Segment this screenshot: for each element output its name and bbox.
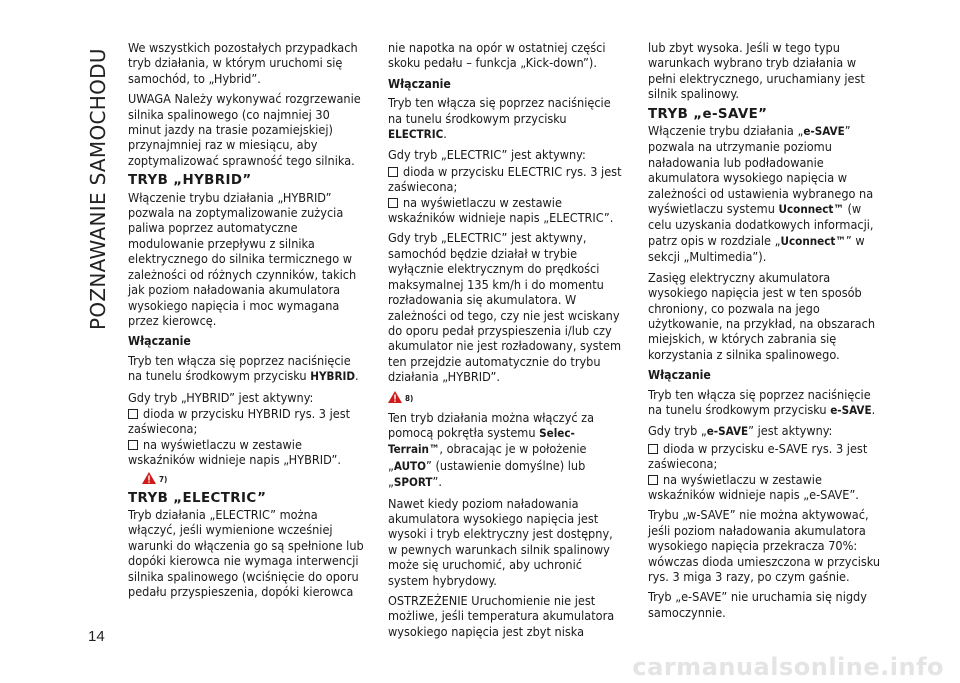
bullet-square-icon — [648, 444, 658, 454]
text-column-2 — [388, 40, 624, 644]
list-item: dioda w przycisku HYBRID rys. 3 jest zaświecona; — [128, 405, 351, 437]
warning-triangle-icon — [142, 472, 156, 484]
bullet-square-icon — [648, 475, 658, 485]
section-heading-electric: TRYB „ELECTRIC” — [128, 490, 267, 506]
section-heading-hybrid: TRYB „HYBRID” — [128, 173, 252, 189]
warning-ref-number: 7) — [159, 474, 168, 484]
list-item: na wyświetlaczu w zestawie wskaźników widnieje napis „e-SAVE”. — [648, 471, 859, 502]
paragraph: Tryb działania „ELECTRIC” można włączyć, jeśli wymienione wcześniej warunki do włączenia go są spełnione lub dopóki kierowca nie wymaga interwencji silnika spalinowego (wciśnięcie do oporu pedału przyspieszenia, dopóki kierowca — [128, 506, 364, 599]
warning-ref-number: 8) — [405, 393, 414, 403]
paragraph: nie napotka na opór w ostatniej części skoku pedału – funkcja „Kick-down”). — [388, 40, 606, 71]
paragraph: Ten tryb działania można włączyć za pomocą pokrętła systemu Selec-Terrain™, obracając je w położenie „AUTO” (ustawienie domyślne) lub „SPORT”. — [388, 409, 595, 490]
mode-name-esave: e-SAVE — [706, 424, 749, 439]
button-name-hybrid: HYBRID — [310, 369, 356, 384]
paragraph: Gdy tryb „ELECTRIC” jest aktywny, samochód będzie działał w trybie wyłącznie elektrycznym do prędkości maksymalnej 135 km/h i do momentu rozładowania się akumulatora. W zależności od tego, czy nie jest wciskany do oporu pedał przyspieszenia i/lub czy akumulator nie jest rozładowany, system ten przejdzie automatycznie do trybu działania „HYBRID”. — [388, 230, 621, 385]
subheading-activation: Włączanie — [128, 334, 191, 349]
list-item: dioda w przycisku ELECTRIC rys. 3 jest zaświecona; — [388, 163, 622, 195]
warning-reference — [388, 390, 624, 404]
system-name-selec-terrain: Selec-Terrain™ — [388, 425, 575, 457]
section-heading-esave: TRYB „e-SAVE” — [648, 106, 768, 122]
chapter-side-title: POZNAWANIE SAMOCHODU — [86, 48, 110, 330]
bullet-square-icon — [128, 409, 138, 419]
list-item: na wyświetlaczu w zestawie wskaźników widnieje napis „ELECTRIC”. — [388, 194, 614, 226]
mode-name-esave: e-SAVE — [803, 124, 845, 139]
paragraph: lub zbyt wysoka. Jeśli w tego typu warunkach wybrano tryb działania w pełni elektrycznego, uruchamiany jest silnik spalinowy. — [648, 40, 865, 102]
list-item: dioda w przycisku e-SAVE rys. 3 jest zaświecona; — [648, 440, 868, 472]
paragraph: Gdy tryb „e-SAVE” jest aktywny: — [648, 423, 833, 439]
paragraph: Gdy tryb „ELECTRIC” jest aktywny: — [388, 147, 586, 163]
page-number: 14 — [88, 628, 105, 645]
bullet-square-icon — [388, 167, 398, 177]
paragraph: Włączenie trybu działania „HYBRID” pozwala na zoptymalizowanie zużycia paliwa poprzez automatyczne modulowanie przepływu z silnika elektrycznego do silnika termicznego w zależności od różnych czynników, takich jak poziom naładowania akumulatora wysokiego napięcia i moc wymagana przez kierowcę. — [128, 189, 357, 328]
note-paragraph: UWAGA Należy wykonywać rozgrzewanie silnika spalinowego (co najmniej 30 minut jazdy na trasie pozamiejskiej) przynajmniej raz w miesiącu, aby zoptymalizować sprawność tego silnika. — [128, 91, 361, 168]
list-item: na wyświetlaczu w zestawie wskaźników widnieje napis „HYBRID”. — [128, 436, 341, 468]
paragraph: Tryb ten włącza się poprzez naciśnięcie na tunelu środkowym przycisku HYBRID. — [128, 352, 359, 384]
warning-paragraph: OSTRZEŻENIE Uruchomienie nie jest możliwe, jeśli temperatura akumulatora wysokiego napięcia jest zbyt niska — [388, 593, 615, 639]
text-column-1 — [128, 40, 364, 604]
paragraph: Tryb „e-SAVE” nie uruchamia się nigdy samoczynnie. — [648, 589, 867, 620]
system-name-uconnect: Uconnect™ — [778, 202, 844, 217]
paragraph: Tryb ten włącza się poprzez naciśnięcie na tunelu środkowym przycisku e-SAVE. — [648, 386, 876, 417]
subheading-activation: Włączanie — [388, 76, 451, 91]
position-sport: SPORT — [393, 475, 433, 490]
watermark: carmanualsonline.info — [632, 653, 944, 681]
paragraph: Gdy tryb „HYBRID” jest aktywny: — [128, 389, 314, 405]
chapter-name-uconnect: Uconnect™ — [780, 233, 846, 248]
text-column-3 — [648, 40, 884, 625]
paragraph: Nawet kiedy poziom naładowania akumulatora wysokiego napięcia jest wysoki i tryb elektryczny jest dostępny, w pewnych warunkach silnik spalinowy może się uruchomić, aby uchronić system hybrydowy. — [388, 495, 613, 588]
warning-reference — [128, 471, 364, 485]
paragraph: Tryb ten włącza się poprzez naciśnięcie na tunelu środkowym przycisku ELECTRIC. — [388, 95, 611, 142]
paragraph: Trybu „w-SAVE” nie można aktywować, jeśli poziom naładowania akumulatora wysokiego napięcia przekracza 70%: wówczas dioda umieszczona w przycisku rys. 3 miga 3 razy, po czym gaśnie. — [648, 507, 881, 584]
subheading-activation: Włączanie — [648, 368, 711, 383]
paragraph: Zasięg elektryczny akumulatora wysokiego napięcia jest w ten sposób chroniony, co pozwala na jego użytkowanie, na przykład, na obszarach miejskich, w których zabrania się korzystania z silnika spalinowego. — [648, 269, 876, 362]
position-auto: AUTO — [393, 458, 427, 473]
button-name-electric: ELECTRIC — [388, 127, 444, 142]
paragraph: Włączenie trybu działania „e-SAVE” pozwala na utrzymanie poziomu naładowania lub podładowanie akumulatora wysokiego napięcia w zależności od ustawienia wybranego na wyświetlaczu systemu Uconnect™ (w celu uzyskania dodatkowych informacji, patrz opis w rozdziale „Uconnect™” w sekcji „Multimedia”). — [648, 123, 874, 265]
bullet-square-icon — [128, 440, 138, 450]
button-name-esave: e-SAVE — [830, 402, 872, 417]
bullet-square-icon — [388, 198, 398, 208]
paragraph: We wszystkich pozostałych przypadkach tryb działania, w którym uruchomi się samochód, to „Hybrid”. — [128, 40, 358, 86]
warning-triangle-icon — [388, 391, 402, 403]
